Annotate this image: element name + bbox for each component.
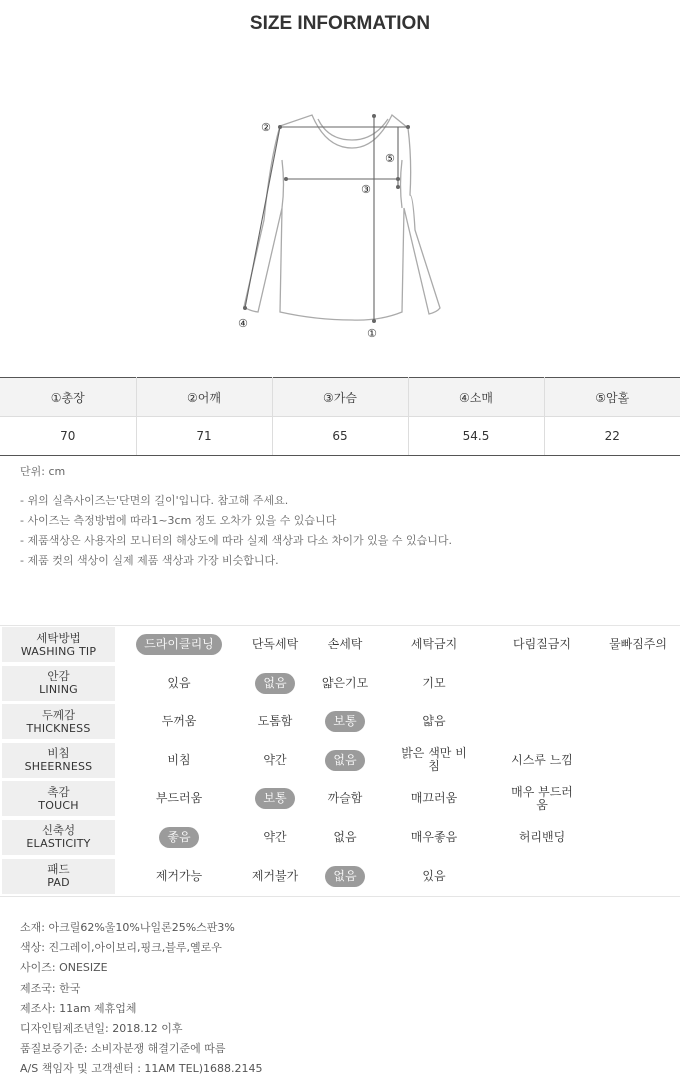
- property-option-label: 단독세탁: [251, 637, 299, 651]
- property-option: [596, 626, 680, 663]
- size-value: 71: [136, 417, 272, 456]
- property-option-label: 있음: [422, 868, 446, 883]
- property-option-label: 얇음: [422, 714, 446, 729]
- size-value: 54.5: [408, 417, 544, 456]
- property-row: [0, 703, 680, 742]
- note-line: - 제품색상은 사용자의 모니터의 해상도에 따라 실제 색상과 다소 차이가 있을 수 있습니다.: [20, 534, 452, 547]
- product-info: [20, 918, 263, 1080]
- info-line: 품질보증기준: 소비자분쟁 해결기준에 따름: [20, 1042, 226, 1056]
- property-option: [380, 858, 488, 895]
- note-line: - 사이즈는 측정방법에 따라1~3cm 정도 오차가 있을 수 있습니다: [20, 514, 337, 527]
- marker-3: ③: [361, 183, 371, 196]
- property-option-label: 도톰함: [257, 714, 293, 729]
- info-line: A/S 책임자 및 고객센터 : 11AM TEL)1688.2145: [20, 1062, 263, 1076]
- property-row: [0, 819, 680, 858]
- property-option: [380, 819, 488, 856]
- property-option: [118, 626, 240, 663]
- property-row: [0, 742, 680, 781]
- property-label-ko: 신축성: [41, 823, 76, 838]
- property-option-label: 약간: [263, 752, 287, 767]
- property-option: [240, 819, 310, 856]
- info-line: 디자인팀제조년일: 2018.12 이후: [20, 1022, 183, 1036]
- marker-1: ①: [367, 327, 377, 340]
- property-option: [380, 742, 488, 779]
- property-option-label: 비침: [167, 752, 191, 767]
- property-option-label: 시스루 느낌: [511, 752, 573, 767]
- property-label-en: LINING: [39, 683, 78, 697]
- property-option: [118, 780, 240, 817]
- property-option-label: 두꺼움: [161, 714, 197, 729]
- property-option: [240, 626, 310, 663]
- property-option: [118, 742, 240, 779]
- property-option-label: 다림질금지: [513, 637, 571, 651]
- property-option-label: 제거불가: [251, 868, 299, 883]
- property-option-label: 얇은기모: [321, 675, 369, 690]
- property-option: [118, 858, 240, 895]
- property-label-en: THICKNESS: [26, 721, 91, 735]
- size-header: ③가슴: [272, 378, 408, 417]
- property-option: [118, 665, 240, 702]
- property-option-label: 기모: [422, 675, 446, 690]
- property-option-label: 밝은 색만 비침: [401, 746, 467, 774]
- property-option-label: 좋음: [159, 827, 198, 848]
- property-row: [0, 665, 680, 704]
- property-option: [488, 780, 596, 817]
- unit-label: 단위: cm: [20, 465, 66, 478]
- info-line: 색상: 진그레이,아이보리,핑크,블루,옐로우: [20, 941, 222, 955]
- property-option-label: 없음: [325, 866, 364, 887]
- garment-diagram: [230, 100, 450, 350]
- property-option: [118, 819, 240, 856]
- size-notes: [20, 491, 452, 571]
- property-option-label: 매끄러움: [410, 791, 458, 806]
- property-option: [240, 780, 310, 817]
- property-label: [2, 781, 115, 816]
- property-option: [310, 780, 380, 817]
- size-header: ④소매: [408, 378, 544, 417]
- product-properties: [0, 625, 680, 897]
- property-option-label: 드라이클리닝: [136, 634, 222, 655]
- property-option-label: 매우 부드러움: [511, 784, 573, 812]
- property-option: [380, 780, 488, 817]
- property-option-label: 없음: [325, 750, 364, 771]
- size-value: 65: [272, 417, 408, 456]
- property-option-label: 물빠짐주의: [609, 637, 667, 651]
- property-option: [380, 626, 488, 663]
- property-label-ko: 비침: [47, 746, 70, 761]
- property-label-en: WASHING TIP: [20, 644, 97, 658]
- property-option: [310, 742, 380, 779]
- property-row: [0, 858, 680, 897]
- property-option-label: 없음: [255, 673, 294, 694]
- note-line: - 위의 실측사이즈는'단면의 길이'입니다. 참고해 주세요.: [20, 494, 289, 507]
- property-label-ko: 두께감: [41, 707, 76, 722]
- property-label: [2, 743, 115, 778]
- property-option: [310, 858, 380, 895]
- property-option: [240, 858, 310, 895]
- property-label-ko: 촉감: [47, 784, 70, 799]
- info-line: 사이즈: ONESIZE: [20, 961, 108, 975]
- property-row: [0, 780, 680, 819]
- size-table: [0, 377, 680, 456]
- property-row: [0, 626, 680, 665]
- property-label-en: SHEERNESS: [24, 760, 93, 774]
- size-header: ①총장: [0, 378, 136, 417]
- page-title: SIZE INFORMATION: [249, 13, 431, 34]
- property-option-label: 보통: [255, 788, 294, 809]
- property-label-ko: 패드: [47, 862, 70, 877]
- property-option-label: 없음: [333, 829, 357, 844]
- marker-4: ④: [238, 317, 248, 330]
- size-header: ②어깨: [136, 378, 272, 417]
- size-header: ⑤암홀: [544, 378, 680, 417]
- property-option: [240, 665, 310, 702]
- property-label-en: TOUCH: [38, 798, 79, 812]
- info-line: 제조국: 한국: [20, 981, 81, 995]
- property-option: [310, 665, 380, 702]
- property-label: [2, 820, 115, 855]
- property-option: [380, 665, 488, 702]
- property-option: [310, 703, 380, 740]
- property-option-label: 보통: [325, 711, 364, 732]
- property-option-label: 있음: [167, 675, 191, 690]
- note-line: - 제품 컷의 색상이 실제 제품 색상과 가장 비슷합니다.: [20, 554, 279, 567]
- info-line: 제조사: 11am 제휴업체: [20, 1001, 137, 1015]
- property-option: [240, 742, 310, 779]
- property-option-label: 매우좋음: [410, 829, 458, 844]
- property-label-en: PAD: [47, 876, 70, 890]
- property-option-label: 까슬함: [327, 791, 363, 806]
- property-option-label: 허리밴딩: [518, 829, 566, 844]
- property-option-label: 세탁금지: [410, 637, 458, 651]
- property-option: [488, 626, 596, 663]
- property-label-en: ELASTICITY: [26, 837, 91, 851]
- property-option-label: 제거가능: [155, 868, 203, 883]
- property-label: [2, 859, 115, 894]
- property-option-label: 약간: [263, 829, 287, 844]
- property-label: [2, 666, 115, 701]
- property-option: [310, 819, 380, 856]
- marker-2: ②: [261, 121, 271, 134]
- property-option: [118, 703, 240, 740]
- property-option: [488, 819, 596, 856]
- property-option-label: 부드러움: [155, 791, 203, 806]
- info-line: 소재: 아크릴62%울10%나일론25%스판3%: [20, 921, 235, 934]
- property-option-label: 손세탁: [327, 637, 363, 651]
- property-option: [380, 703, 488, 740]
- property-label-ko: 안감: [47, 669, 70, 684]
- property-option: [240, 703, 310, 740]
- size-value: 70: [0, 417, 136, 456]
- property-label: [2, 704, 115, 739]
- property-label: [2, 627, 115, 662]
- property-option: [488, 742, 596, 779]
- size-value: 22: [544, 417, 680, 456]
- property-option: [310, 626, 380, 663]
- marker-5: ⑤: [385, 152, 395, 165]
- property-label-ko: 세탁방법: [36, 630, 81, 645]
